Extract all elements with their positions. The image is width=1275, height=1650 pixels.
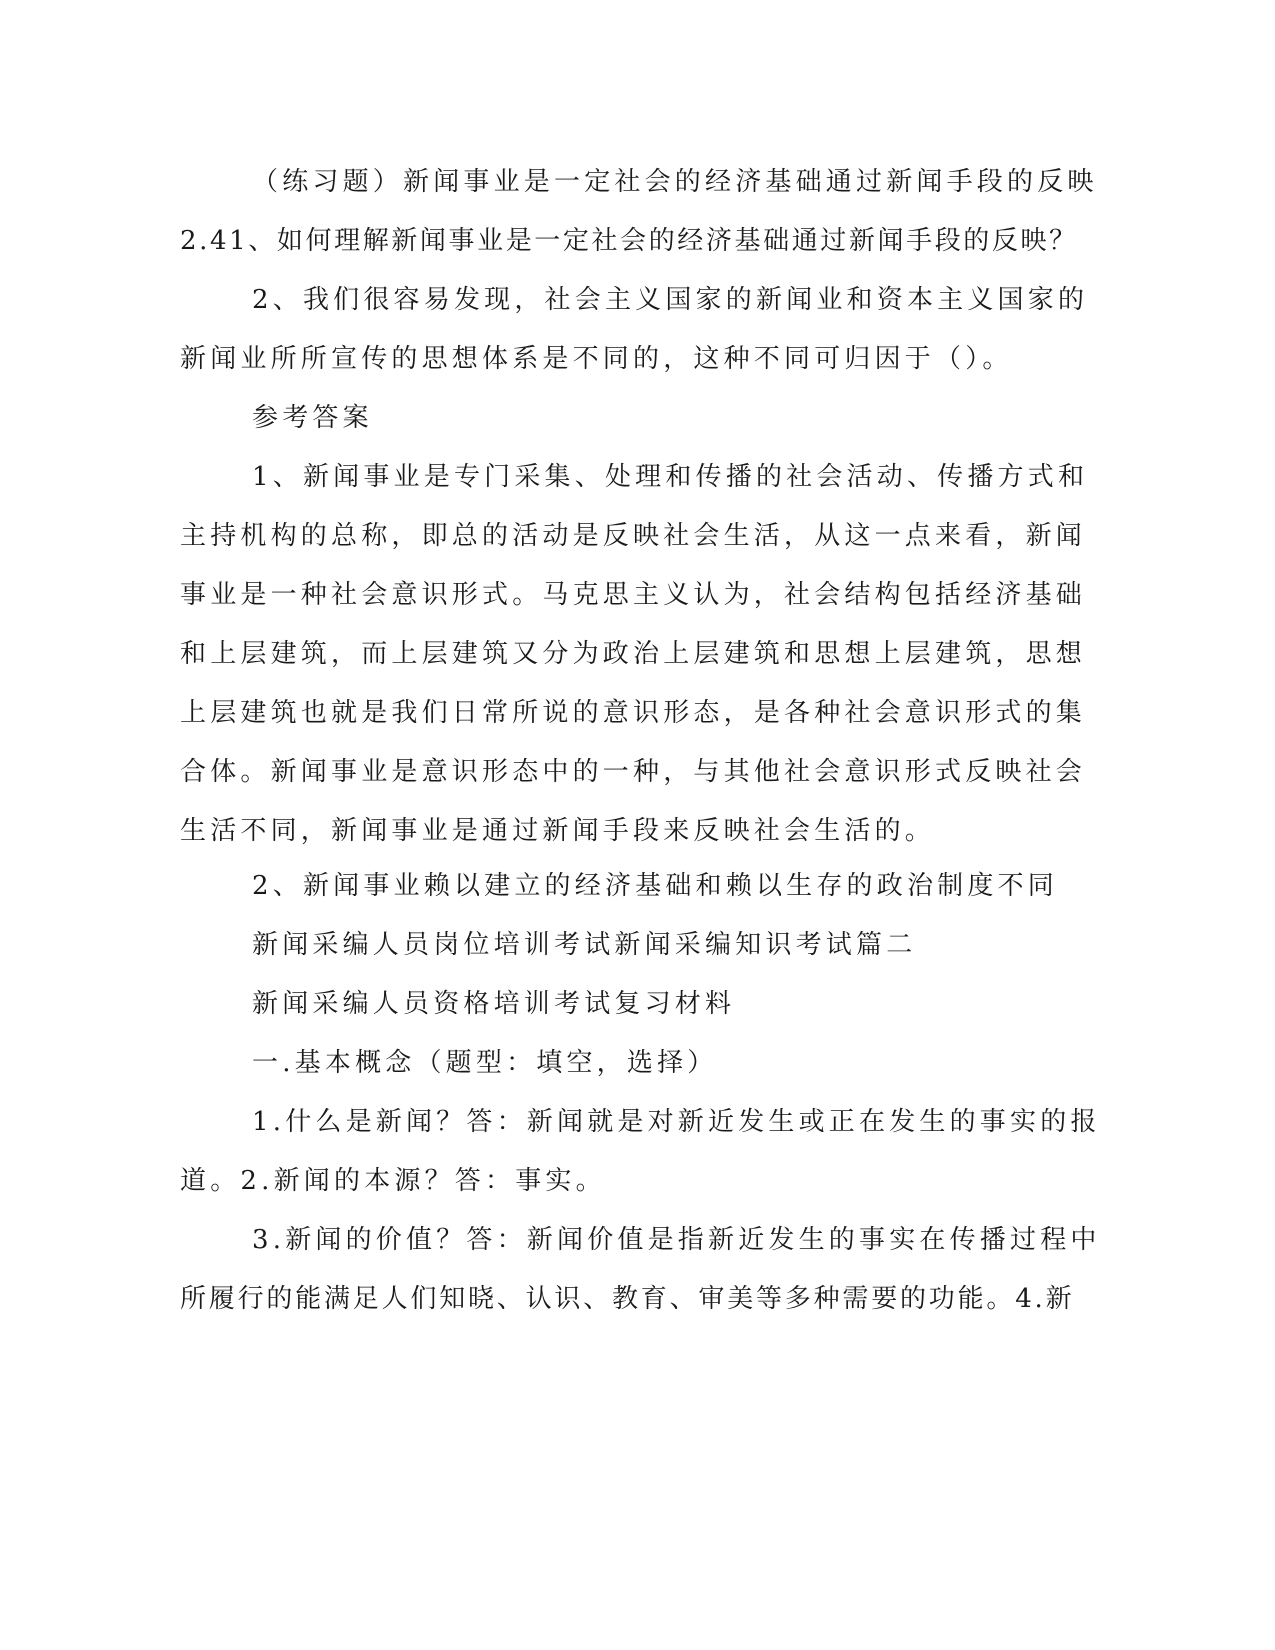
question-line: 新闻业所所宣传的思想体系是不同的，这种不同可归因于（）。 <box>180 344 1013 374</box>
answer-line: 2、新闻事业赖以建立的经济基础和赖以生存的政治制度不同 <box>252 871 1058 901</box>
body-line: 1.什么是新闻？答：新闻就是对新近发生或正在发生的事实的报 <box>252 1107 1101 1137</box>
answer-line: 1、新闻事业是专门采集、处理和传播的社会活动、传播方式和 <box>252 462 1089 492</box>
answer-line: 主持机构的总称，即总的活动是反映社会生活，从这一点来看，新闻 <box>180 521 1087 551</box>
question-line: 2、我们很容易发现，社会主义国家的新闻业和资本主义国家的 <box>252 285 1089 315</box>
answer-heading: 参考答案 <box>252 403 373 433</box>
section-heading: 新闻采编人员资格培训考试复习材料 <box>252 989 736 1019</box>
body-line: 道。2.新闻的本源？答：事实。 <box>180 1166 606 1196</box>
answer-line: 事业是一种社会意识形式。马克思主义认为，社会结构包括经济基础 <box>180 580 1087 610</box>
body-line: 3.新闻的价值？答：新闻价值是指新近发生的事实在传播过程中 <box>252 1225 1101 1255</box>
answer-line: 和上层建筑，而上层建筑又分为政治上层建筑和思想上层建筑，思想 <box>180 639 1087 669</box>
answer-line: 上层建筑也就是我们日常所说的意识形态，是各种社会意识形式的集 <box>180 698 1087 728</box>
question-line: 2.41、如何理解新闻事业是一定社会的经济基础通过新闻手段的反映？ <box>180 226 1078 256</box>
body-line: 所履行的能满足人们知晓、认识、教育、审美等多种需要的功能。4.新 <box>180 1284 1075 1314</box>
section-heading: 新闻采编人员岗位培训考试新闻采编知识考试篇二 <box>252 930 917 960</box>
answer-line: 合体。新闻事业是意识形态中的一种，与其他社会意识形式反映社会 <box>180 757 1087 787</box>
subsection-heading: 一.基本概念（题型：填空，选择） <box>252 1048 718 1078</box>
title-line: （练习题）新闻事业是一定社会的经济基础通过新闻手段的反映 <box>252 167 1098 197</box>
answer-line: 生活不同，新闻事业是通过新闻手段来反映社会生活的。 <box>180 816 936 846</box>
